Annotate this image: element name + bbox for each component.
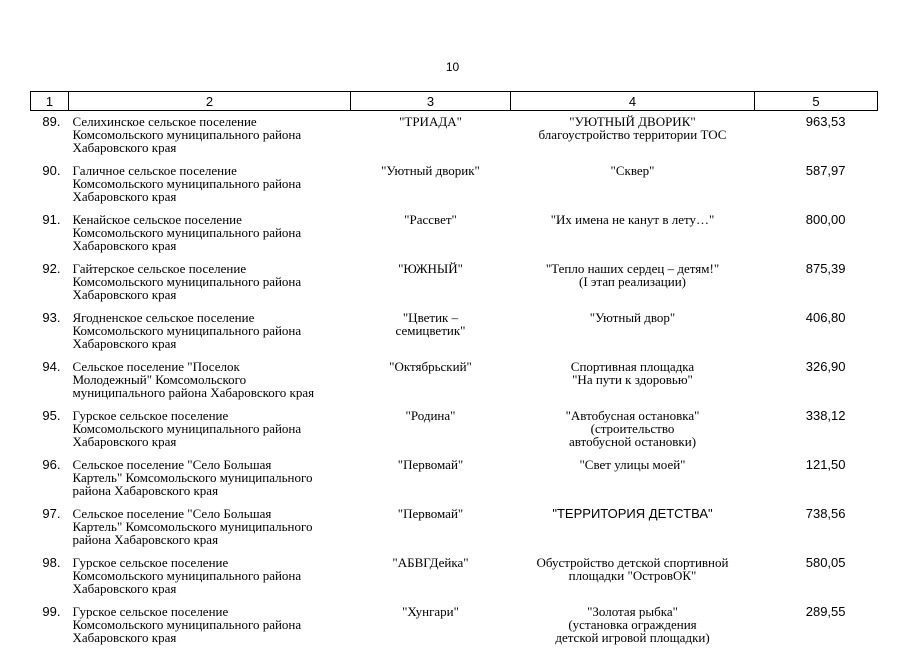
grants-table [30, 91, 878, 650]
amount-cell: 338,12 [755, 405, 878, 454]
column-header-2: 2 [69, 92, 351, 111]
row-number: 92. [31, 258, 69, 307]
tos-name-cell: "Хунгари" [351, 601, 511, 650]
municipality-cell: Селихинское сельское поселение Комсомольского муниципального района Хабаровского края [69, 111, 351, 161]
municipality-cell: Гурское сельское поселение Комсомольского муниципального района Хабаровского края [69, 552, 351, 601]
row-number: 98. [31, 552, 69, 601]
municipality-cell: Кенайское сельское поселение Комсомольского муниципального района Хабаровского края [69, 209, 351, 258]
amount-cell: 800,00 [755, 209, 878, 258]
project-name-cell: "Их имена не канут в лету…" [511, 209, 755, 258]
table-row [31, 503, 878, 552]
tos-name-cell: "ТРИАДА" [351, 111, 511, 161]
municipality-cell: Галичное сельское поселение Комсомольского муниципального района Хабаровского края [69, 160, 351, 209]
table-row [31, 307, 878, 356]
row-number: 97. [31, 503, 69, 552]
amount-cell: 580,05 [755, 552, 878, 601]
row-number: 93. [31, 307, 69, 356]
project-name-cell: "Уютный двор" [511, 307, 755, 356]
row-number: 95. [31, 405, 69, 454]
table-row [31, 356, 878, 405]
municipality-cell: Гурское сельское поселение Комсомольского муниципального района Хабаровского края [69, 405, 351, 454]
row-number: 91. [31, 209, 69, 258]
amount-cell: 406,80 [755, 307, 878, 356]
table-row [31, 209, 878, 258]
project-name-cell: Обустройство детской спортивной площадки "ОстровОК" [511, 552, 755, 601]
amount-cell: 326,90 [755, 356, 878, 405]
table-row [31, 552, 878, 601]
header-row [31, 92, 878, 111]
column-header-5: 5 [755, 92, 878, 111]
table-row [31, 601, 878, 650]
column-header-1: 1 [31, 92, 69, 111]
row-number: 96. [31, 454, 69, 503]
tos-name-cell: "Рассвет" [351, 209, 511, 258]
amount-cell: 738,56 [755, 503, 878, 552]
project-name-cell: "УЮТНЫЙ ДВОРИК" благоустройство территории ТОС [511, 111, 755, 161]
tos-name-cell: "Цветик – семицветик" [351, 307, 511, 356]
tos-name-cell: "Первомай" [351, 503, 511, 552]
table-row [31, 111, 878, 161]
project-name-cell: "Золотая рыбка" (установка ограждения детской игровой площадки) [511, 601, 755, 650]
project-name-cell: "Автобусная остановка" (строительство автобусной остановки) [511, 405, 755, 454]
tos-name-cell: "ЮЖНЫЙ" [351, 258, 511, 307]
project-name-cell: Спортивная площадка "На пути к здоровью" [511, 356, 755, 405]
amount-cell: 587,97 [755, 160, 878, 209]
amount-cell: 963,53 [755, 111, 878, 161]
project-name-cell: "Свет улицы моей" [511, 454, 755, 503]
tos-name-cell: "Уютный дворик" [351, 160, 511, 209]
project-name-cell: "Тепло наших сердец – детям!" (I этап реализации) [511, 258, 755, 307]
table-row [31, 454, 878, 503]
page-number: 10 [0, 60, 905, 74]
column-header-4: 4 [511, 92, 755, 111]
row-number: 90. [31, 160, 69, 209]
project-name-cell: "ТЕРРИТОРИЯ ДЕТСТВА" [511, 503, 755, 552]
municipality-cell: Гайтерское сельское поселение Комсомольского муниципального района Хабаровского края [69, 258, 351, 307]
project-name-cell: "Сквер" [511, 160, 755, 209]
municipality-cell: Ягодненское сельское поселение Комсомольского муниципального района Хабаровского края [69, 307, 351, 356]
table-row [31, 258, 878, 307]
tos-name-cell: "Октябрьский" [351, 356, 511, 405]
table-row [31, 405, 878, 454]
table-body [31, 111, 878, 650]
municipality-cell: Сельское поселение "Село Большая Картель" Комсомольского муниципального района Хабаровского края [69, 503, 351, 552]
row-number: 99. [31, 601, 69, 650]
amount-cell: 875,39 [755, 258, 878, 307]
table-row [31, 160, 878, 209]
amount-cell: 121,50 [755, 454, 878, 503]
tos-name-cell: "Родина" [351, 405, 511, 454]
row-number: 89. [31, 111, 69, 161]
tos-name-cell: "АБВГДейка" [351, 552, 511, 601]
amount-cell: 289,55 [755, 601, 878, 650]
municipality-cell: Сельское поселение "Село Большая Картель" Комсомольского муниципального района Хабаровского края [69, 454, 351, 503]
tos-name-cell: "Первомай" [351, 454, 511, 503]
column-header-3: 3 [351, 92, 511, 111]
municipality-cell: Сельское поселение "Поселок Молодежный" Комсомольского муниципального района Хабаровского края [69, 356, 351, 405]
row-number: 94. [31, 356, 69, 405]
municipality-cell: Гурское сельское поселение Комсомольского муниципального района Хабаровского края [69, 601, 351, 650]
